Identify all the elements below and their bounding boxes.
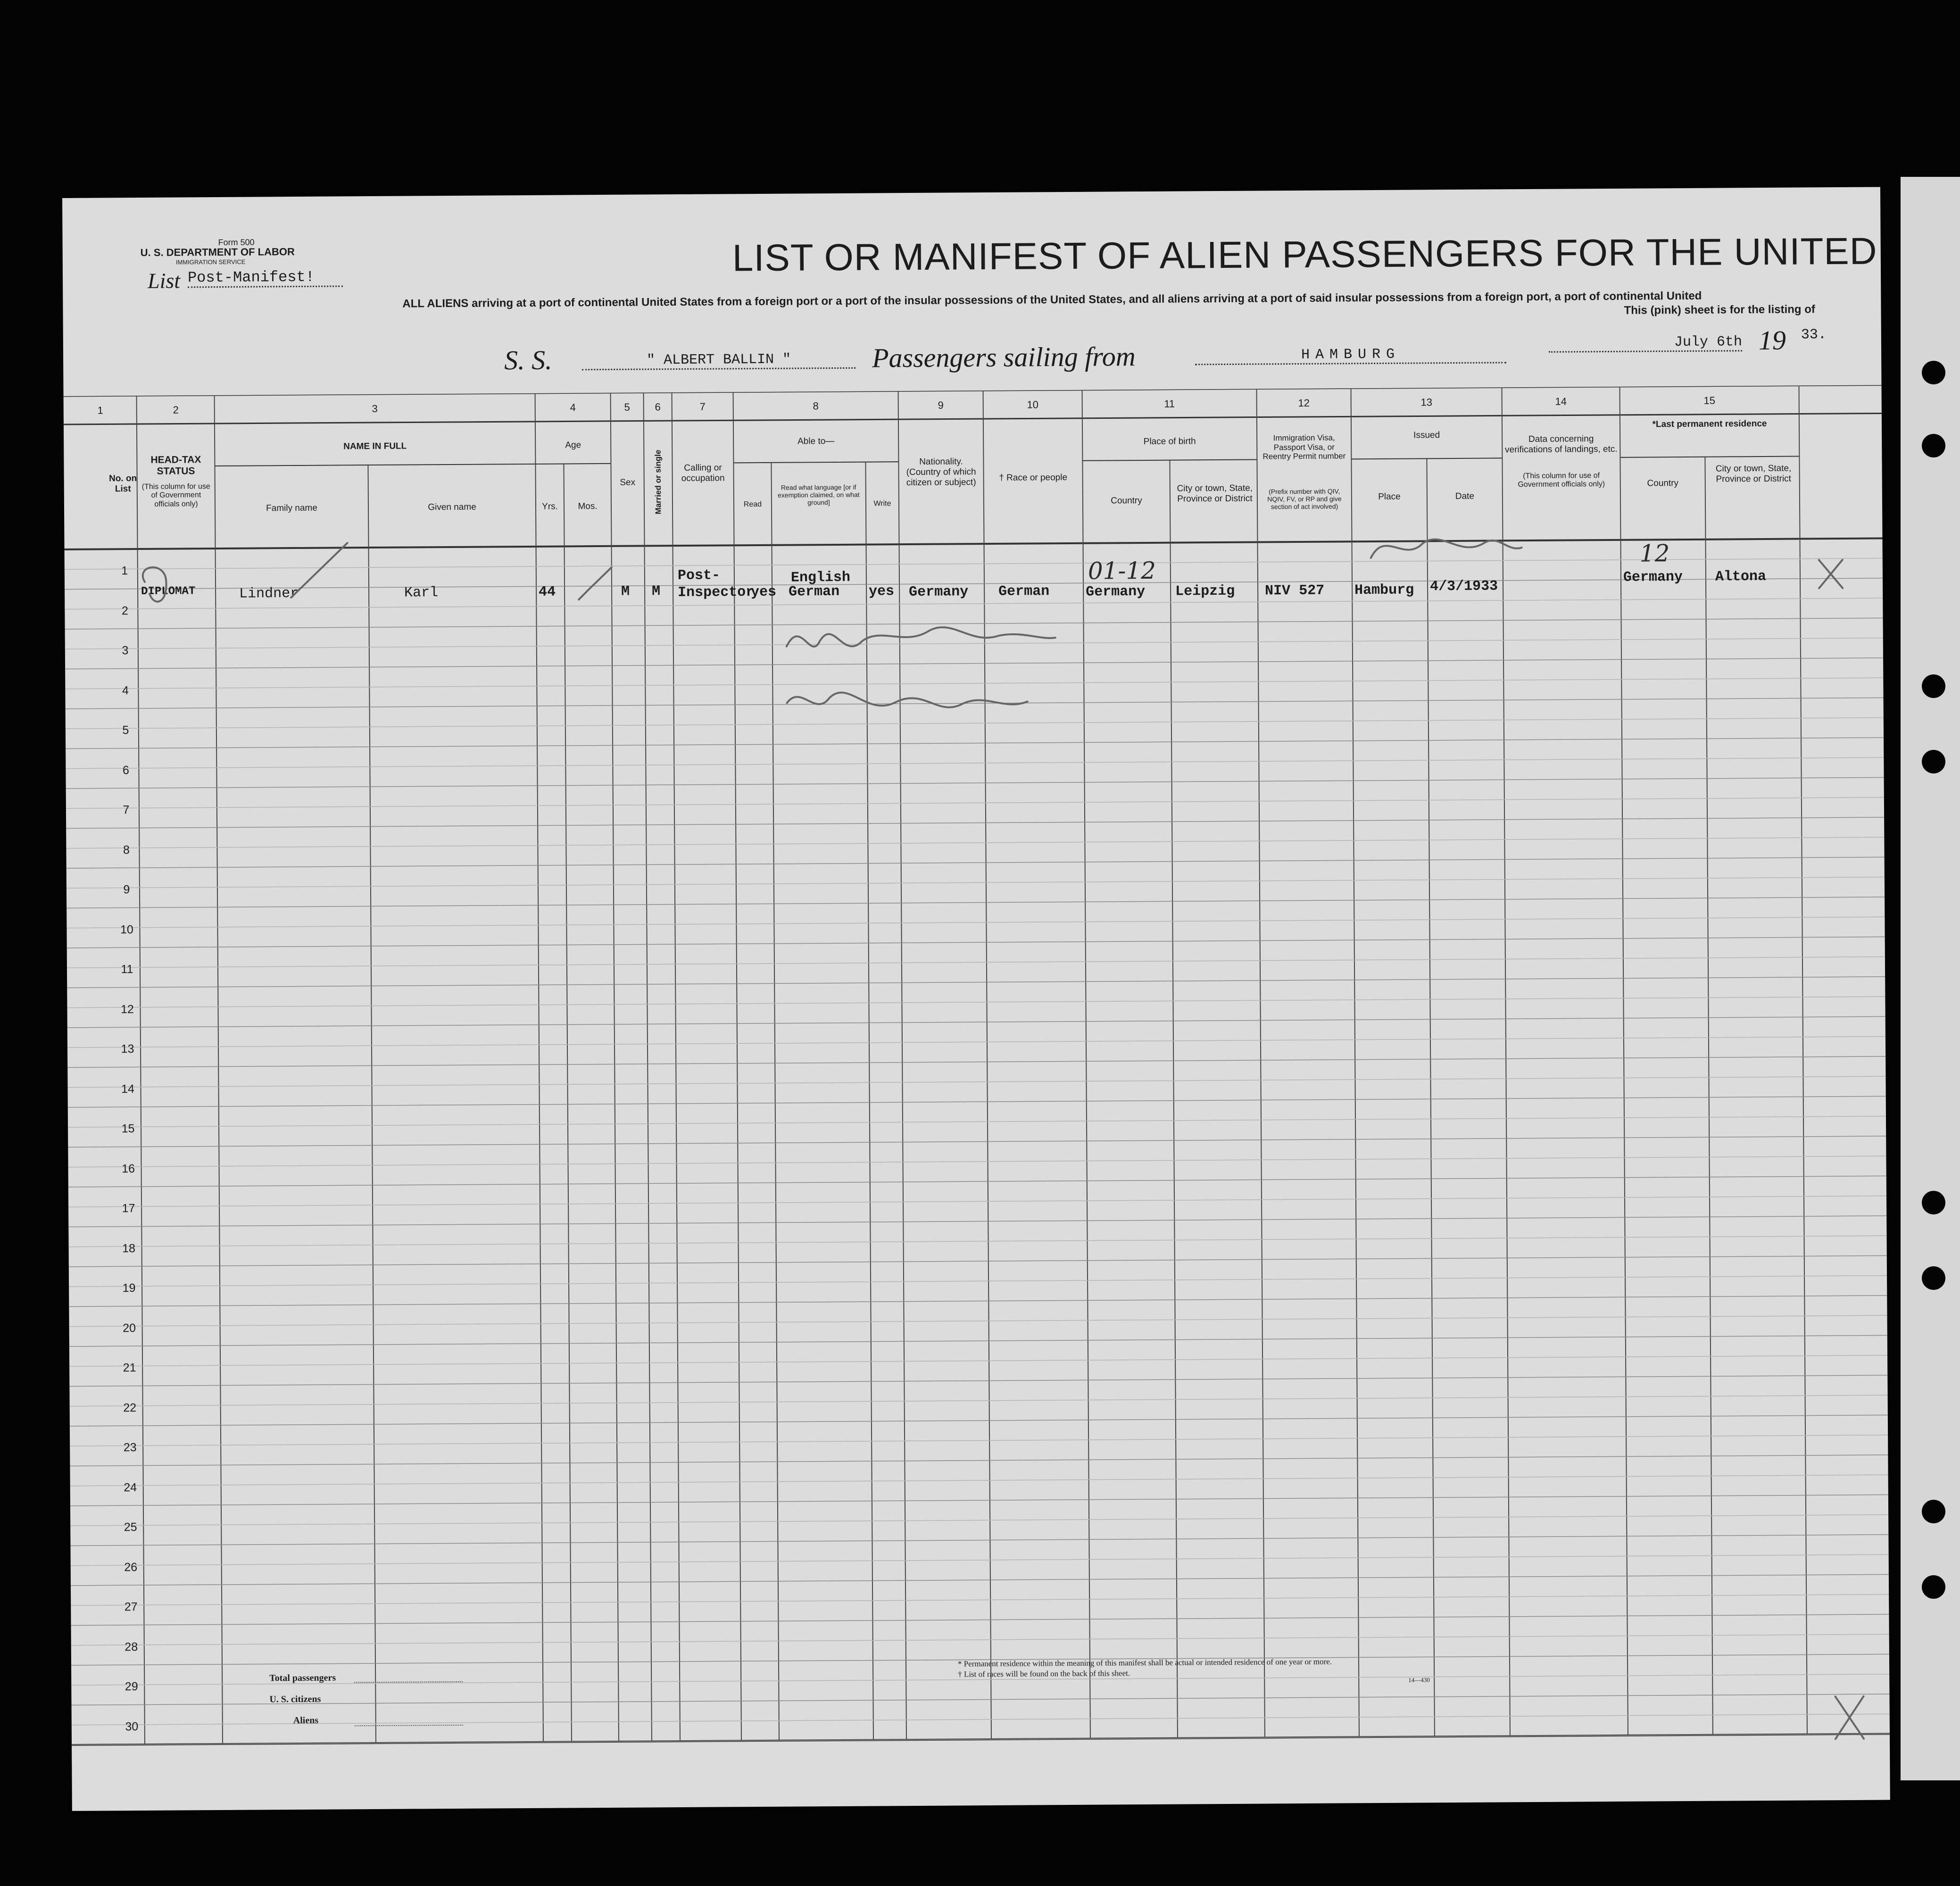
row-number: 17	[122, 1202, 135, 1215]
row-number: 8	[123, 843, 130, 856]
row-number: 27	[124, 1600, 138, 1614]
header-head-tax-note: (This column for use of Government officials only)	[141, 482, 210, 508]
entry-family-name: Lindner	[239, 585, 299, 602]
entry-sex: M	[621, 583, 630, 600]
row-number: 10	[120, 922, 133, 936]
pencil-stroke	[291, 543, 348, 598]
entry-issued-date: 4/3/1933	[1429, 578, 1498, 595]
header-given-name: Given name	[428, 502, 476, 513]
header-res-country: Country	[1647, 478, 1679, 489]
header-issued: Issued	[1413, 430, 1440, 440]
column-number: 13	[1420, 396, 1433, 408]
footer-us-citizens: U. S. citizens	[269, 1694, 321, 1705]
service-label: IMMIGRATION SERVICE	[175, 258, 246, 266]
row-number: 24	[124, 1480, 137, 1494]
entry-calling-1: Post-	[677, 567, 721, 584]
binding-hole	[1922, 1500, 1945, 1523]
manifest-subtitle-2: This (pink) sheet is for the listing of	[1624, 303, 1815, 317]
column-number: 12	[1298, 397, 1310, 409]
header-mos: Mos.	[578, 501, 598, 512]
row-number: 30	[125, 1720, 139, 1733]
header-issued-date: Date	[1455, 491, 1475, 501]
binding-hole	[1922, 750, 1945, 773]
row-number: 2	[121, 604, 128, 617]
header-sex: Sex	[620, 477, 636, 488]
header-head-tax: HEAD-TAX STATUS	[150, 454, 201, 477]
column-number: 5	[624, 401, 630, 413]
header-race: † Race or people	[999, 472, 1068, 483]
footnote-residence: * Permanent residence within the meaning of this manifest shall be actual or intended residence of one year or more.	[957, 1657, 1332, 1669]
row-number: 20	[123, 1321, 136, 1335]
row-number: 16	[122, 1162, 135, 1175]
header-birth-city: City or town, State, Province or District	[1177, 483, 1253, 504]
row-number: 4	[122, 683, 129, 697]
row-number: 28	[125, 1640, 138, 1653]
header-data-note: (This column for use of Government officials only)	[1518, 472, 1605, 489]
column-number: 6	[655, 401, 661, 413]
row-number: 18	[122, 1241, 136, 1255]
entry-head-tax: DIPLOMAT	[141, 585, 196, 598]
row-number: 14	[121, 1082, 135, 1096]
manifest-title: LIST OR MANIFEST OF ALIEN PASSENGERS FOR THE UNITED	[732, 230, 1877, 279]
row-number: 23	[123, 1441, 137, 1454]
header-able-to: Able to—	[797, 436, 835, 447]
entry-read: yes	[751, 584, 777, 601]
ship-name: " ALBERT BALLIN "	[582, 351, 855, 371]
column-number: 15	[1703, 394, 1715, 407]
column-number: 7	[699, 400, 706, 413]
corner-cross-mark	[1835, 1696, 1864, 1739]
column-number: 2	[173, 404, 179, 416]
column-number: 3	[372, 402, 378, 415]
header-issued-place: Place	[1378, 491, 1401, 502]
row-number: 29	[125, 1680, 138, 1694]
header-visa-note: (Prefix number with QIV, NQIV, FV, or RP and give section of act involved)	[1267, 487, 1342, 511]
entry-age: 44	[539, 584, 556, 600]
ss-label: S. S.	[504, 344, 552, 376]
footer-total-passengers: Total passengers	[269, 1672, 336, 1684]
check-mark	[579, 567, 612, 599]
list-value: Post-Manifest!	[188, 268, 343, 288]
entry-write: yes	[869, 583, 895, 600]
adjacent-page-strip	[1901, 177, 1960, 1780]
header-read: Read	[743, 500, 762, 509]
row-number: 25	[124, 1520, 137, 1534]
binding-hole	[1922, 674, 1945, 698]
row-number: 26	[124, 1560, 138, 1574]
header-place-of-birth: Place of birth	[1143, 436, 1196, 447]
header-res-city: City or town, State, Province or District	[1715, 463, 1792, 484]
entry-visa: NIV 527	[1265, 582, 1325, 599]
column-number: 9	[938, 399, 944, 411]
header-visa: Immigration Visa, Passport Visa, or Reentry Permit number	[1262, 433, 1346, 461]
binding-hole	[1922, 1191, 1945, 1214]
date-scribble	[1370, 539, 1521, 558]
row-number: 22	[123, 1401, 137, 1414]
row-number: 3	[122, 644, 129, 657]
column-number: 10	[1027, 399, 1039, 411]
header-calling: Calling or occupation	[681, 463, 725, 483]
handwritten-annotations	[62, 187, 1890, 1811]
manifest-subtitle: ALL ALIENS arriving at a port of continental United States from a foreign port or a port of the insular possessions of the United States, and all aliens arriving at a port of said insular possessions from a foreign port, a port of continental United	[402, 289, 1702, 310]
binding-hole	[1922, 361, 1945, 384]
row-number: 21	[123, 1361, 136, 1375]
binding-hole	[1922, 1575, 1945, 1599]
row-number: 7	[123, 803, 130, 817]
entry-birth-country: Germany	[1086, 583, 1146, 600]
entry-nationality: Germany	[909, 584, 969, 601]
header-age: Age	[565, 440, 581, 450]
manifest-sheet	[62, 187, 1890, 1811]
sailing-date: July 6th	[1549, 334, 1742, 353]
header-name-in-full: NAME IN FULL	[343, 441, 407, 452]
row-number: 11	[121, 963, 133, 976]
header-no-on-list: No. on List	[109, 474, 137, 494]
row-number: 19	[122, 1281, 136, 1295]
entry-race: German	[998, 583, 1050, 600]
entry-married: M	[652, 583, 661, 600]
handwritten-notes	[787, 627, 1055, 647]
row-number: 13	[121, 1042, 134, 1056]
header-write: Write	[873, 499, 891, 508]
header-last-residence: *Last permanent residence	[1652, 418, 1767, 430]
footer-aliens: Aliens	[293, 1715, 319, 1726]
entry-birth-code: 01-12	[1088, 557, 1156, 585]
column-number: 4	[570, 401, 576, 414]
entry-given-name: Karl	[404, 585, 439, 601]
row-number: 6	[122, 763, 129, 777]
department-label: U. S. DEPARTMENT OF LABOR	[140, 245, 295, 258]
entry-residence-country: Germany	[1623, 569, 1683, 586]
header-yrs: Yrs.	[542, 501, 558, 512]
row-number: 15	[121, 1122, 135, 1136]
header-data-concerning: Data concerning verifications of landings, etc.	[1504, 434, 1618, 455]
row-number: 5	[122, 723, 129, 737]
entry-language-1: English	[790, 569, 851, 586]
handwritten-notes	[787, 691, 1027, 708]
form-number: Form 500	[218, 237, 255, 247]
row-number: 1	[121, 564, 128, 578]
year-suffix: 33.	[1801, 327, 1827, 343]
entry-calling-2: Inspector	[678, 584, 755, 601]
entry-birth-city: Leipzig	[1175, 583, 1235, 600]
year-prefix: 19	[1758, 324, 1786, 356]
header-birth-country: Country	[1111, 496, 1142, 506]
header-married: Married or single	[653, 449, 663, 515]
head-tax-scribble	[143, 567, 166, 602]
entry-language-2: German	[789, 583, 840, 600]
binding-hole	[1922, 1266, 1945, 1290]
header-nationality: Nationality. (Country of which citizen or subject)	[906, 457, 976, 488]
column-number: 14	[1555, 395, 1567, 407]
row-number: 9	[123, 883, 130, 897]
header-family-name: Family name	[266, 503, 317, 514]
sailing-label: Passengers sailing from	[872, 341, 1136, 374]
entry-residence-code: 12	[1639, 540, 1670, 567]
departure-port: HAMBURG	[1195, 346, 1506, 365]
row-number: 12	[121, 1002, 134, 1016]
footer-blank-lines	[354, 1681, 463, 1726]
entry-residence-city: Altona	[1715, 568, 1767, 585]
column-number: 8	[813, 400, 819, 412]
column-number: 1	[97, 404, 103, 416]
list-label: List	[147, 268, 181, 293]
column-number: 11	[1164, 398, 1175, 410]
print-code: 14—430	[1408, 1676, 1430, 1684]
footnote-races: † List of races will be found on the back of this sheet.	[958, 1669, 1130, 1679]
binding-hole	[1922, 434, 1945, 457]
cancel-mark	[1819, 560, 1843, 588]
entry-issued-place: Hamburg	[1354, 582, 1414, 599]
header-read-language: Read what language [or if exemption claimed, on what ground]	[778, 483, 860, 507]
